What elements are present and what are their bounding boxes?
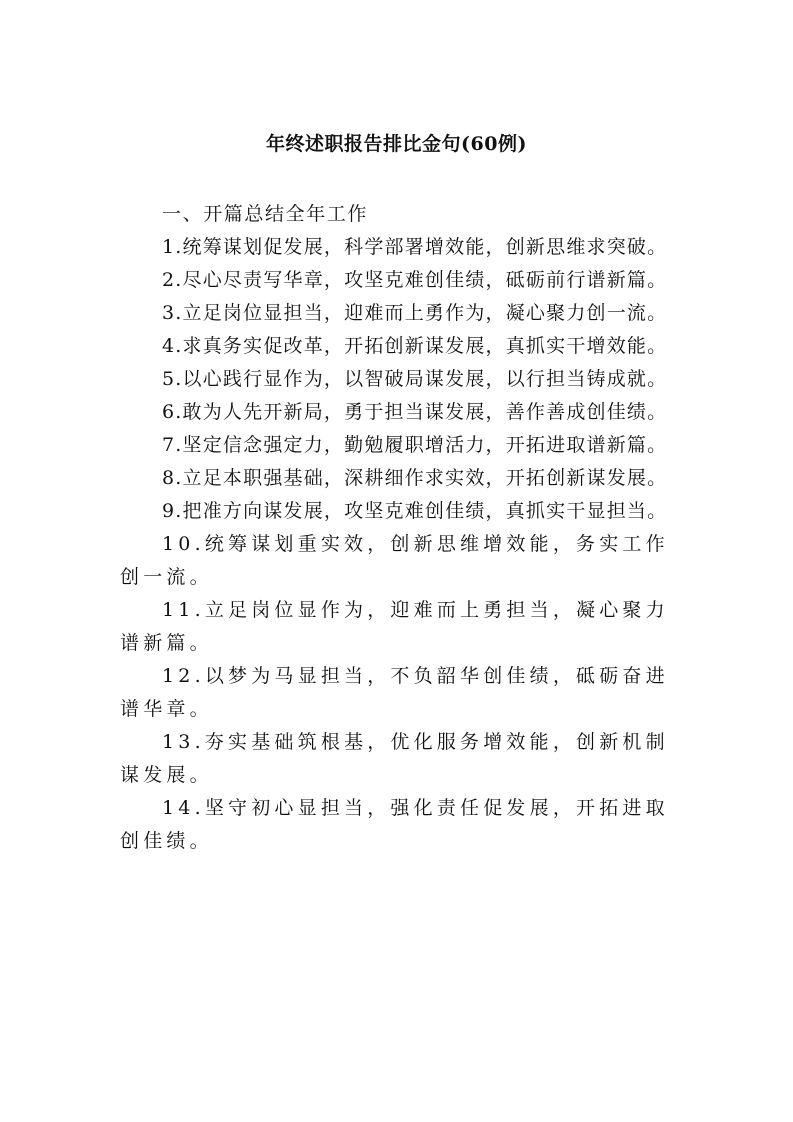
document-body (120, 198, 676, 858)
list-item-9: 9.把准方向谋发展，攻坚克难创佳绩，真抓实干显担当。 (162, 500, 668, 522)
list-item-2: 2.尽心尽责写华章，攻坚克难创佳绩，砥砺前行谱新篇。 (162, 269, 668, 291)
list-item-10: 10.统筹谋划重实效，创新思维增效能，务实工作创一流。 (120, 533, 669, 588)
document-title: 年终述职报告排比金句(60例) (266, 133, 527, 155)
list-item-1: 1.统筹谋划促发展，科学部署增效能，创新思维求突破。 (162, 236, 668, 258)
list-item-3: 3.立足岗位显担当，迎难而上勇作为，凝心聚力创一流。 (162, 302, 668, 324)
list-item-13: 13.夯实基础筑根基，优化服务增效能，创新机制谋发展。 (120, 731, 669, 786)
list-item-7: 7.坚定信念强定力，勤勉履职增活力，开拓进取谱新篇。 (162, 434, 668, 456)
list-item-6: 6.敢为人先开新局，勇于担当谋发展，善作善成创佳绩。 (162, 401, 668, 423)
list-item-11: 11.立足岗位显作为，迎难而上勇担当，凝心聚力谱新篇。 (120, 599, 669, 654)
list-item-12: 12.以梦为马显担当，不负韶华创佳绩，砥砺奋进谱华章。 (120, 665, 669, 720)
list-item-8: 8.立足本职强基础，深耕细作求实效，开拓创新谋发展。 (162, 467, 668, 489)
list-item-4: 4.求真务实促改革，开拓创新谋发展，真抓实干增效能。 (162, 335, 668, 357)
list-item-14: 14.坚守初心显担当，强化责任促发展，开拓进取创佳绩。 (120, 797, 669, 852)
list-item-5: 5.以心践行显作为，以智破局谋发展，以行担当铸成就。 (162, 368, 668, 390)
section-heading: 一、开篇总结全年工作 (162, 203, 369, 225)
